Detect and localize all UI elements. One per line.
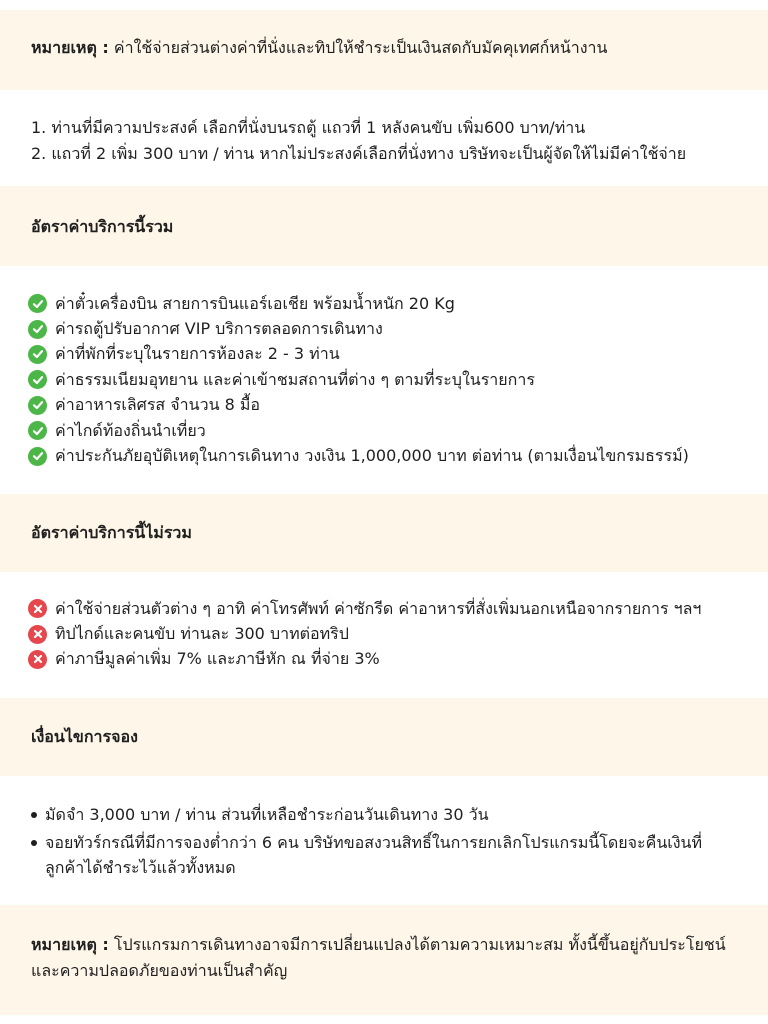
x-circle-icon [28, 625, 47, 644]
note-top [31, 35, 744, 61]
excluded-header-band [0, 494, 768, 572]
booking-item [31, 830, 718, 880]
booking-header-band [0, 698, 768, 776]
check-circle-icon [28, 421, 47, 440]
included-item-text: ค่าไกด์ท้องถิ่นนำเที่ยว [55, 420, 206, 440]
bullet-dot [31, 812, 37, 818]
included-item-text: ค่าที่พักที่ระบุในรายการห้องละ 2 - 3 ท่าน [55, 344, 340, 364]
note-bottom-band [0, 905, 768, 1015]
excluded-item [28, 647, 748, 672]
check-circle-icon [28, 320, 47, 339]
seat-options [31, 115, 748, 167]
included-list [28, 291, 748, 469]
excluded-item-text: ค่าใช้จ่ายส่วนตัวต่าง ๆ อาทิ ค่าโทรศัพท์ ค่าซักรีด ค่าอาหารที่สั่งเพิ่มนอกเหนือจากรายการ ฯลฯ [55, 598, 702, 618]
excluded-item [28, 596, 748, 621]
check-circle-icon [28, 345, 47, 364]
included-item [28, 316, 748, 341]
included-item [28, 291, 748, 316]
included-title: อัตราค่าบริการนี้รวม [31, 217, 174, 236]
included-item [28, 342, 748, 367]
note-bottom [31, 932, 728, 984]
check-circle-icon [28, 294, 47, 313]
included-item [28, 443, 748, 468]
note-top-label: หมายเหตุ : [31, 38, 109, 57]
check-circle-icon [28, 396, 47, 415]
note-top-text: ค่าใช้จ่ายส่วนต่างค่าที่นั่งและทิปให้ชำระเป็นเงินสดกับมัคคุเทศก์หน้างาน [108, 38, 608, 57]
included-item [28, 367, 748, 392]
included-item-text: ค่าธรรมเนียมอุทยาน และค่าเข้าชมสถานที่ต่าง ๆ ตามที่ระบุในรายการ [55, 369, 535, 389]
included-item [28, 418, 748, 443]
x-circle-icon [28, 599, 47, 618]
included-item-text: ค่ารถตู้ปรับอากาศ VIP บริการตลอดการเดินทาง [55, 319, 383, 339]
excluded-item [28, 621, 748, 646]
seat-line: 2. แถวที่ 2 เพิ่ม 300 บาท / ท่าน หากไม่ประสงค์เลือกที่นั่งทาง บริษัทจะเป็นผู้จัดให้ไม่มีค่าใช้จ่าย [31, 144, 687, 163]
bullet-dot [31, 840, 37, 846]
included-item-text: ค่าประกันภัยอุบัติเหตุในการเดินทาง วงเงิน 1,000,000 บาท ต่อท่าน (ตามเงื่อนไขกรมธรรม์) [55, 446, 689, 466]
booking-list [31, 802, 718, 883]
included-item-text: ค่าอาหารเลิศรส จำนวน 8 มื้อ [55, 395, 261, 415]
booking-item-text: จอยทัวร์กรณีที่มีการจองต่ำกว่า 6 คน บริษัทขอสงวนสิทธิ์ในการยกเลิกโปรแกรมนี้โดยจะคืนเงินที่ลูกค้าได้ชำระไว้แล้วทั้งหมด [45, 833, 703, 877]
note-bottom-label: หมายเหตุ : [31, 935, 109, 954]
included-item [28, 393, 748, 418]
note-bottom-text: โปรแกรมการเดินทางอาจมีการเปลี่ยนแปลงได้ตามความเหมาะสม ทั้งนี้ขึ้นอยู่กับประโยชน์และความปลอดภัยของท่านเป็นสำคัญ [31, 935, 726, 980]
check-circle-icon [28, 447, 47, 466]
booking-title: เงื่อนไขการจอง [31, 727, 138, 746]
excluded-item-text: ทิปไกด์และคนขับ ท่านละ 300 บาทต่อทริป [55, 624, 349, 644]
included-item-text: ค่าตั๋วเครื่องบิน สายการบินแอร์เอเชีย พร้อมน้ำหนัก 20 Kg [55, 293, 455, 313]
seat-line: 1. ท่านที่มีความประสงค์ เลือกที่นั่งบนรถตู้ แถวที่ 1 หลังคนขับ เพิ่ม600 บาท/ท่าน [31, 118, 586, 137]
note-top-band [0, 10, 768, 90]
excluded-item-text: ค่าภาษีมูลค่าเพิ่ม 7% และภาษีหัก ณ ที่จ่าย 3% [55, 649, 380, 669]
booking-item [31, 802, 718, 827]
booking-item-text: มัดจำ 3,000 บาท / ท่าน ส่วนที่เหลือชำระก่อนวันเดินทาง 30 วัน [45, 805, 489, 824]
x-circle-icon [28, 650, 47, 669]
check-circle-icon [28, 370, 47, 389]
excluded-title: อัตราค่าบริการนี้ไม่รวม [31, 523, 192, 542]
included-header-band [0, 186, 768, 266]
excluded-list [28, 596, 748, 672]
